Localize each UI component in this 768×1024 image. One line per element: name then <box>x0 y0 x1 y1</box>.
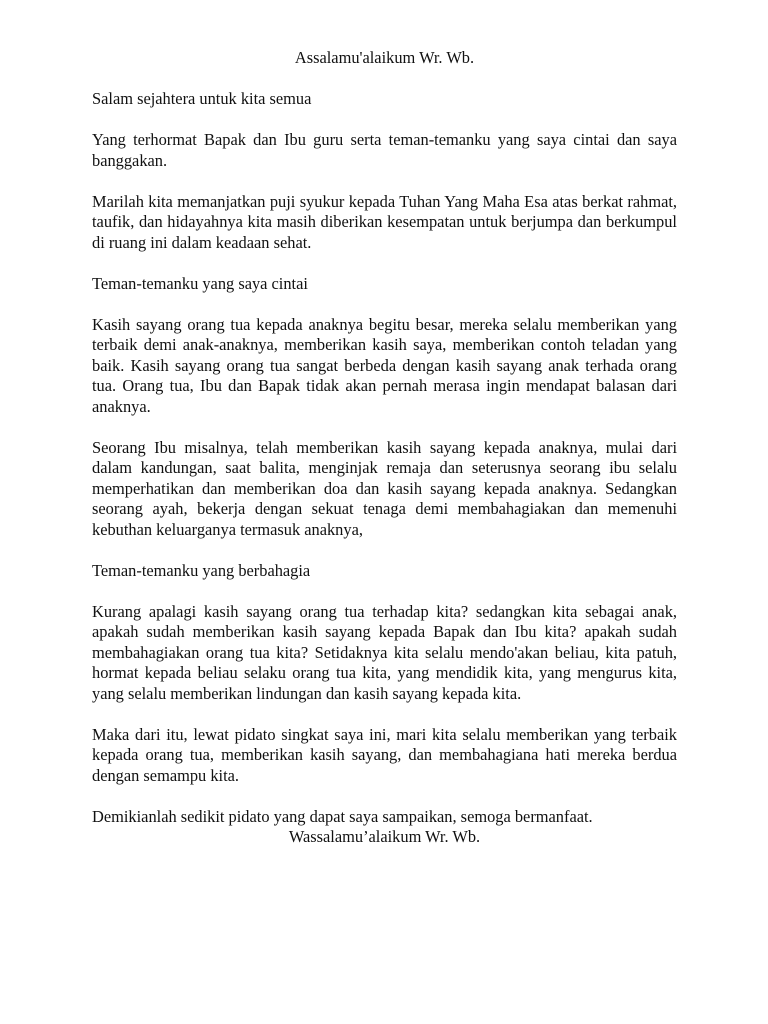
address-paragraph: Yang terhormat Bapak dan Ibu guru serta teman-temanku yang saya cintai dan saya banggakan. <box>92 130 677 170</box>
closing-greeting: Wassalamu’alaikum Wr. Wb. <box>288 827 481 846</box>
call-to-action-paragraph: Maka dari itu, lewat pidato singkat saya ini, mari kita selalu memberikan yang terbaik kepada orang tua, memberikan kasih sayang, dan membahagiana hati mereka berdua dengan semampu kita. <box>92 724 677 785</box>
section-heading-cintai: Teman-temanku yang saya cintai <box>92 273 308 293</box>
salutation: Salam sejahtera untuk kita semua <box>92 89 312 108</box>
opening-greeting: Assalamu'alaikum Wr. Wb. <box>294 48 475 67</box>
parents-love-paragraph: Kasih sayang orang tua kepada anaknya begitu besar, mereka selalu memberikan yang terbaik demi anak-anaknya, memberikan kasih saya, memberikan contoh teladan yang baik. Kasih sayang orang tua sangat berbeda dengan kasih sayang anak terhada orang tua. Orang tua, Ibu dan Bapak tidak akan pernah merasa ingin mendapat balasan dari anaknya. <box>92 314 677 416</box>
gratitude-paragraph: Marilah kita memanjatkan puji syukur kepada Tuhan Yang Maha Esa atas berkat rahmat, taufik, dan hidayahnya kita masih diberikan kesempatan untuk berjumpa dan berkumpul di ruang ini dalam keadaan sehat. <box>92 191 677 252</box>
section-heading-berbahagia: Teman-temanku yang berbahagia <box>92 560 311 580</box>
closing-paragraph: Demikianlah sedikit pidato yang dapat saya sampaikan, semoga bermanfaat. <box>92 806 593 826</box>
document-body <box>92 48 677 848</box>
mother-father-paragraph: Seorang Ibu misalnya, telah memberikan kasih sayang kepada anaknya, mulai dari dalam kandungan, saat balita, menginjak remaja dan seterusnya seorang ibu selalu memperhatikan dan memberikan doa dan kasih sayang kepada anaknya. Sedangkan seorang ayah, bekerja dengan sekuat tenaga demi membahagiakan dan memenuhi kebuthan keluarganya termasuk anaknya, <box>92 437 677 539</box>
reflection-paragraph: Kurang apalagi kasih sayang orang tua terhadap kita? sedangkan kita sebagai anak, apakah sudah memberikan kasih sayang kepada Bapak dan Ibu kita? apakah sudah membahagiakan orang tua kita? Setidaknya kita selalu mendo'akan beliau, kita patuh, hormat kepada beliau selaku orang tua kita, yang mendidik kita, yang mengurus kita, yang selalu memberikan lindungan dan kasih sayang kepada kita. <box>92 601 677 703</box>
